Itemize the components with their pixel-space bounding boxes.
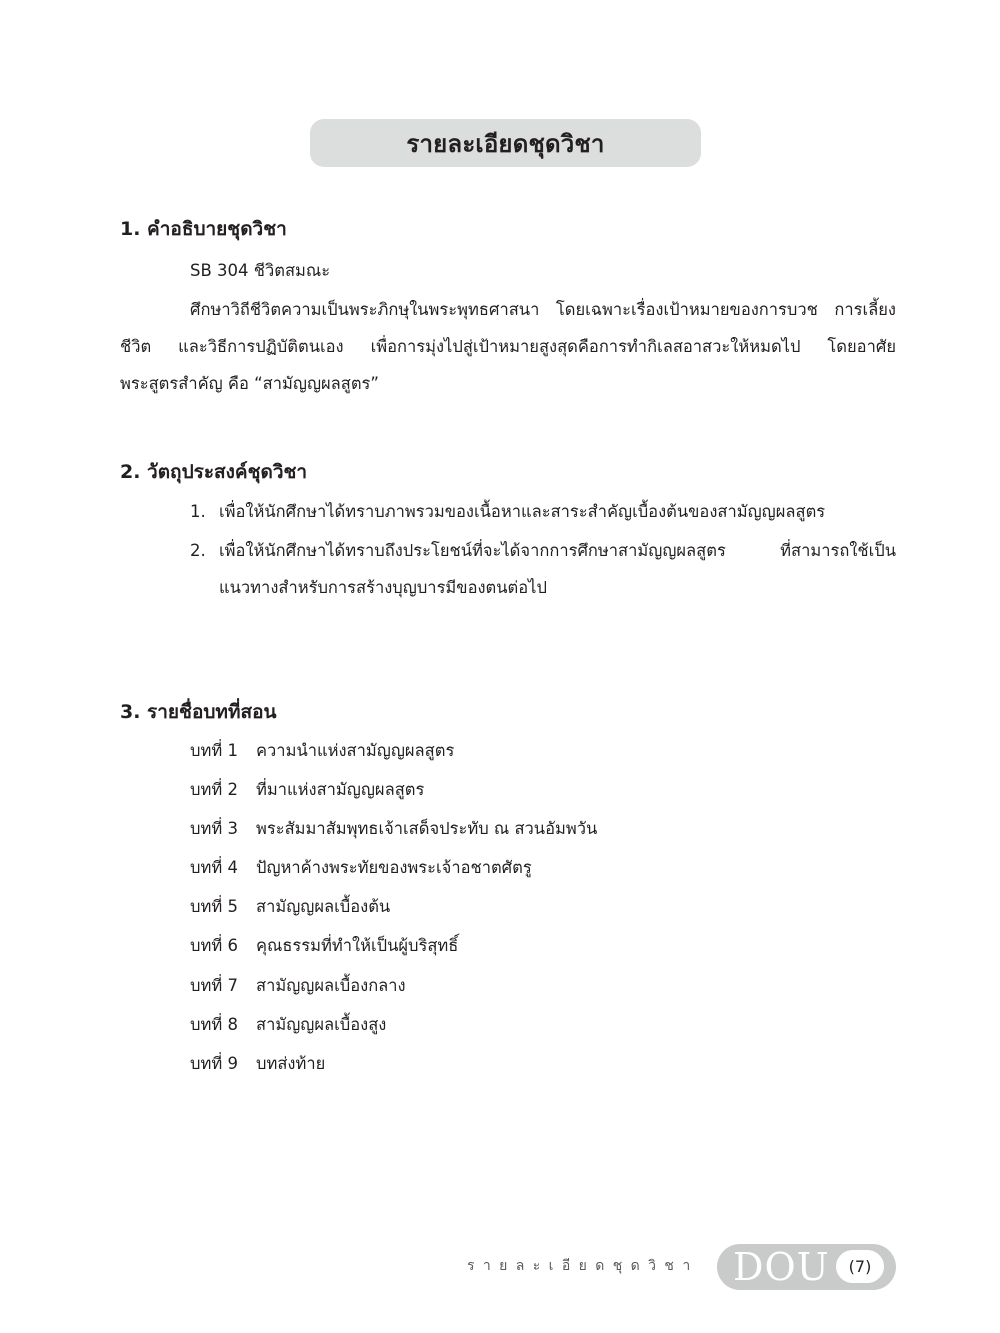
chapter-item bbox=[190, 966, 597, 1005]
section-heading-description: 1. คำอธิบายชุดวิชา bbox=[120, 218, 287, 240]
objective-text bbox=[219, 493, 896, 530]
description-line: ชีวิต และวิธีการปฏิบัติตนเอง เพื่อการมุ่งไปสู่เป้าหมายสูงสุดคือการทำกิเลสอาสวะให้หมดไป โดยอาศัย bbox=[120, 337, 896, 356]
chapter-item bbox=[190, 1005, 597, 1044]
dou-logo: DOU bbox=[733, 1245, 830, 1289]
page-number: (7) bbox=[836, 1250, 884, 1283]
page-title-box bbox=[310, 119, 701, 167]
chapter-item bbox=[190, 848, 597, 887]
objective-line: แนวทางสำหรับการสร้างบุญบารมีของตนต่อไป bbox=[219, 578, 547, 597]
chapter-item bbox=[190, 926, 597, 965]
chapter-item bbox=[190, 887, 597, 926]
chapter-title: สามัญญผลเบื้องต้น bbox=[256, 897, 391, 917]
chapter-number: บทที่ 7 bbox=[190, 975, 238, 995]
chapter-number: บทที่ 3 bbox=[190, 819, 238, 839]
chapter-title: สามัญญผลเบื้องกลาง bbox=[256, 975, 406, 995]
chapter-title: พระสัมมาสัมพุทธเจ้าเสด็จประทับ ณ สวนอัมพวัน bbox=[256, 819, 598, 839]
objectives-list bbox=[190, 493, 896, 608]
chapter-title: บทส่งท้าย bbox=[256, 1053, 326, 1073]
footer-badge bbox=[717, 1244, 896, 1290]
section-heading-objectives: 2. วัตถุประสงค์ชุดวิชา bbox=[120, 461, 308, 483]
objective-line: เพื่อให้นักศึกษาได้ทราบภาพรวมของเนื้อหาและสาระสำคัญเบื้องต้นของสามัญญผลสูตร bbox=[219, 502, 826, 521]
description-line: ศึกษาวิถีชีวิตความเป็นพระภิกษุในพระพุทธศาสนา โดยเฉพาะเรื่องเป้าหมายของการบวช การเลี้ยง bbox=[190, 300, 896, 319]
course-code: SB 304 ชีวิตสมณะ bbox=[190, 261, 331, 280]
section-heading-chapters: 3. รายชื่อบทที่สอน bbox=[120, 701, 277, 723]
chapter-number: บทที่ 1 bbox=[190, 741, 238, 760]
footer-running-title: รายละเอียดชุดวิชา bbox=[467, 1258, 699, 1274]
chapter-item bbox=[190, 731, 597, 770]
chapter-item bbox=[190, 809, 597, 848]
course-description bbox=[120, 291, 896, 402]
chapter-number: บทที่ 4 bbox=[190, 858, 238, 878]
page-title: รายละเอียดชุดวิชา bbox=[406, 129, 605, 158]
chapter-title: สามัญญผลเบื้องสูง bbox=[256, 1014, 387, 1034]
chapter-number: บทที่ 9 bbox=[190, 1053, 238, 1073]
description-line: พระสูตรสำคัญ คือ “สามัญญผลสูตร” bbox=[120, 374, 379, 393]
objective-number: 1. bbox=[190, 502, 206, 521]
chapter-number: บทที่ 2 bbox=[190, 780, 238, 800]
chapter-number: บทที่ 8 bbox=[190, 1014, 238, 1034]
chapter-title: ความนำแห่งสามัญญผลสูตร bbox=[256, 741, 455, 760]
objective-text bbox=[219, 532, 896, 606]
chapter-title: ปัญหาค้างพระทัยของพระเจ้าอชาตศัตรู bbox=[256, 858, 532, 878]
chapter-number: บทที่ 5 bbox=[190, 897, 238, 917]
chapter-list bbox=[190, 731, 597, 1083]
chapter-item bbox=[190, 770, 597, 809]
chapter-number: บทที่ 6 bbox=[190, 936, 238, 956]
objective-item bbox=[190, 532, 896, 606]
chapter-item bbox=[190, 1044, 597, 1083]
chapter-title: คุณธรรมที่ทำให้เป็นผู้บริสุทธิ์ bbox=[256, 936, 459, 956]
chapter-title: ที่มาแห่งสามัญญผลสูตร bbox=[256, 780, 425, 800]
objective-item bbox=[190, 493, 896, 530]
objective-number: 2. bbox=[190, 541, 206, 560]
objective-line: เพื่อให้นักศึกษาได้ทราบถึงประโยชน์ที่จะได้จากการศึกษาสามัญญผลสูตร ที่สามารถใช้เป็น bbox=[219, 541, 896, 560]
